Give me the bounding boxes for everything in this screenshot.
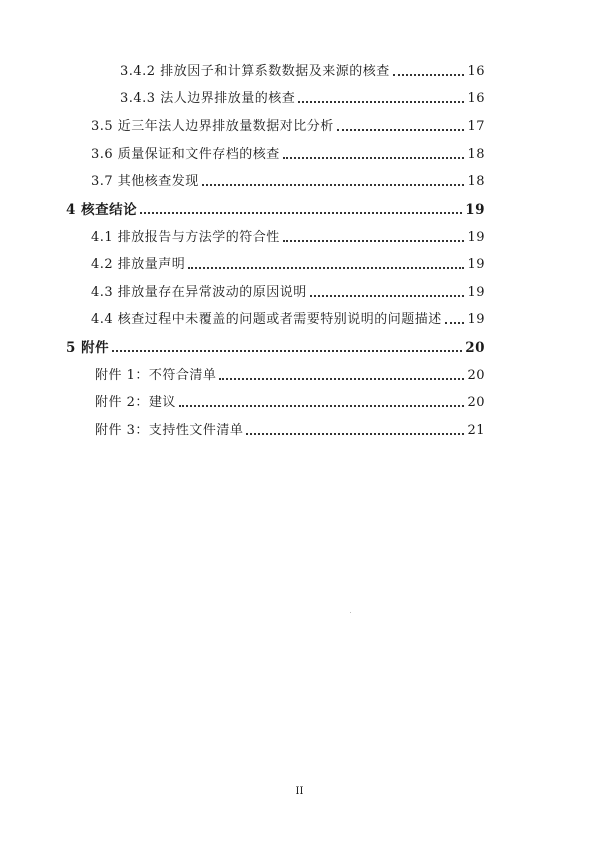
toc-chapter-page: 20 — [465, 340, 485, 356]
toc-entry-3-7[interactable] — [91, 168, 485, 190]
toc-entry-label: 附件 2：建议 — [95, 395, 176, 410]
toc-entry-page: 19 — [467, 230, 485, 245]
toc-dot-leader — [298, 101, 464, 103]
toc-entry-page: 21 — [467, 423, 485, 438]
toc-chapter-page: 19 — [465, 202, 485, 218]
toc-dot-leader — [188, 267, 464, 269]
toc-entry-label: 附件 3：支持性文件清单 — [95, 423, 244, 438]
toc-entry-3-4-3[interactable] — [120, 85, 485, 107]
toc-entry-page: 19 — [467, 285, 485, 300]
toc-entry-label: 3.4.2 排放因子和计算系数数据及来源的核查 — [120, 64, 390, 79]
toc-chapter-4[interactable] — [66, 196, 485, 218]
toc-entry-4-4[interactable] — [91, 306, 485, 328]
toc-dot-leader — [310, 295, 465, 297]
toc-entry-label: 3.6 质量保证和文件存档的核查 — [91, 147, 280, 162]
toc-dot-leader — [283, 240, 465, 242]
toc-dot-leader — [337, 129, 465, 131]
toc-dot-leader — [283, 157, 465, 159]
toc-entry-label: 3.5 近三年法人边界排放量数据对比分析 — [91, 119, 334, 134]
toc-entry-page: 16 — [467, 91, 485, 106]
toc-dot-leader — [179, 405, 465, 407]
toc-entry-page: 20 — [467, 395, 485, 410]
toc-dot-leader — [219, 378, 464, 380]
toc-dot-leader — [202, 184, 465, 186]
toc-entry-appendix-3[interactable] — [95, 417, 485, 439]
page-number: II — [295, 786, 304, 797]
toc-entry-page: 20 — [467, 368, 485, 383]
toc-entry-page: 17 — [467, 119, 485, 134]
toc-entry-page: 18 — [467, 147, 485, 162]
toc-chapter-5[interactable] — [66, 334, 485, 356]
toc-entry-4-3[interactable] — [91, 279, 485, 301]
toc-dot-leader — [140, 212, 462, 214]
toc-dot-leader — [112, 350, 462, 352]
toc-entry-4-1[interactable] — [91, 224, 485, 246]
toc-entry-label: 4.3 排放量存在异常波动的原因说明 — [91, 285, 307, 300]
toc-dot-leader — [393, 74, 465, 76]
toc-entry-page: 19 — [467, 257, 485, 272]
toc-entry-page: 16 — [467, 64, 485, 79]
toc-entry-3-5[interactable] — [91, 113, 485, 135]
toc-entry-3-6[interactable] — [91, 141, 485, 163]
toc-chapter-label: 4 核查结论 — [66, 202, 138, 218]
toc-entry-appendix-2[interactable] — [95, 389, 485, 411]
toc-entry-label: 4.1 排放报告与方法学的符合性 — [91, 230, 280, 245]
toc-entry-label: 3.4.3 法人边界排放量的核查 — [120, 91, 296, 106]
toc-entry-3-4-2[interactable] — [120, 58, 485, 80]
toc-entry-label: 3.7 其他核查发现 — [91, 174, 199, 189]
scan-speck — [350, 612, 351, 613]
toc-dot-leader — [246, 433, 464, 435]
toc-entry-label: 4.4 核查过程中未覆盖的问题或者需要特别说明的问题描述 — [91, 312, 442, 327]
toc-chapter-label: 5 附件 — [66, 340, 110, 356]
toc-dot-leader — [445, 322, 465, 324]
toc-entry-label: 4.2 排放量声明 — [91, 257, 186, 272]
toc-entry-appendix-1[interactable] — [95, 362, 485, 384]
toc-entry-page: 18 — [467, 174, 485, 189]
toc-entry-label: 附件 1：不符合清单 — [95, 368, 217, 383]
toc-entry-4-2[interactable] — [91, 251, 485, 273]
toc-entry-page: 19 — [467, 312, 485, 327]
